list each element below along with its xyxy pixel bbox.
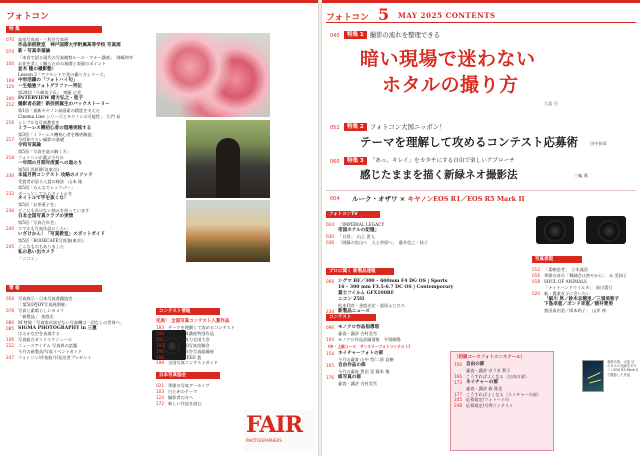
section-contest-right: コンテスト <box>326 314 376 321</box>
camera-page: 004 <box>330 196 340 202</box>
item-text: 新・農業女子に会いたい <box>544 290 591 296</box>
page-number <box>326 381 338 387</box>
page-number: 012 <box>532 267 540 272</box>
page-number: 106 <box>6 337 14 343</box>
item-text: 第5回 三科会写真組織展 <box>168 348 214 354</box>
item-text: シグマ BF／300 – 600mm F4 DG OS | Sports <box>338 279 448 284</box>
item-text: 写真展示・日本写真書籍協会 <box>18 296 73 301</box>
item-text: 「日常」 山上 恵人 <box>338 233 375 239</box>
item-text: 中形活躍の「フォトハイ句」 <box>18 78 78 84</box>
feature-list <box>6 37 134 261</box>
page-number: 018 <box>532 278 540 284</box>
item-text: フォトコンが選ぶ今月の <box>18 155 64 161</box>
pro-list <box>326 279 502 314</box>
item-text: ネイチャーの部 <box>466 379 498 385</box>
item-text: 「IMPERIAL LEGACY <box>338 222 385 227</box>
page-number: 120 <box>6 84 14 90</box>
page-number: 070 <box>6 37 14 42</box>
item-text: 審査・講評 ガラガ 利子 <box>466 367 511 373</box>
camera-feature: ルーク・オザワ × キヤノンEOS R1／EOS R5 Mark II <box>352 195 525 203</box>
item-text: 賞田真由美／岡本尚子」 山岸 伸 <box>544 308 607 314</box>
list-item <box>6 256 118 262</box>
item-text: Lesson 3「アクセントで花の撮り方シリーズ」 <box>18 72 108 78</box>
page-number: 021 <box>156 383 164 388</box>
cover-caption: 表紙写真：大島 豆 ホタルの光跡をキヤノンEOS R5 Mark IIで撮影した作品 <box>607 360 638 377</box>
page-number: 030 <box>326 233 334 239</box>
top-accent-bar-right <box>322 0 640 3</box>
feature1-tag: 特集 1 <box>344 31 367 39</box>
item-text: 写真総合ガイドスケジュール <box>18 337 73 343</box>
item-text: 応募規定/月例コンテスト <box>466 403 514 409</box>
item-text: 審査・講評 吉村美雪 <box>338 380 378 386</box>
item-text: フォトコン/作家紹介/発送者プレゼント <box>18 355 92 361</box>
item-text: こうすればよくなる〈自由の部〉 <box>466 373 529 379</box>
page-number: 234 <box>326 308 334 314</box>
item-text: 第28回「小峰英子氏」 齊藤 正美 <box>18 90 82 96</box>
section-photocon-tv: フォトコンTV <box>326 211 380 218</box>
item-text: 「新製品」 金庭光 <box>18 313 54 319</box>
page-number: 230 <box>6 172 14 178</box>
item-text: 「阿蘇の里山へ 人と草原へ」 藤井信之・桂子 <box>338 239 429 245</box>
item-text: 撮影者必読！新技術誕生のバックストーリー <box>18 101 110 107</box>
feature2-headline: テーマを理解して攻めるコンテスト応募術 <box>360 135 579 149</box>
page-number: 240 <box>6 226 14 231</box>
item-text: 「第5回PJOY写真展開催」 <box>18 301 70 307</box>
item-text: 審査・講評 森 貫也 <box>466 385 503 391</box>
photo-list <box>532 267 638 314</box>
item-text: 第7回 PRFED 賞 <box>168 354 202 360</box>
nichi-list <box>156 383 246 407</box>
item-text: 帝国ホテルの記憶」 <box>338 227 380 233</box>
item-text: 本誌月例コンテスト 攻略のメソッド <box>18 172 93 178</box>
page-number: 024 <box>326 222 334 227</box>
item-text: お花を美しく撮るための基礎と表現のポイント <box>18 60 106 66</box>
page-number: 248 <box>454 403 462 409</box>
page-number: 177 <box>454 391 462 397</box>
item-text: M 特報「写真家が試せない写真機は一切なしの世界へ」 <box>18 319 125 325</box>
feature2-author: 田中伸章 <box>590 141 607 146</box>
page-number: 200 <box>6 96 14 102</box>
item-text: ミラーレス機初心者の現場実践する <box>18 125 92 131</box>
portrait-photo <box>186 120 270 198</box>
list-item <box>6 355 118 361</box>
item-text: ボーっとしてたらタイトルを <box>18 190 73 196</box>
info-list <box>6 296 125 361</box>
list-item <box>454 403 552 409</box>
item-text: はるかな空を表現する <box>18 331 60 337</box>
page-number: 108 <box>6 78 14 84</box>
person-silhouette <box>216 138 240 198</box>
item-text: ニューズアイテム 写真界の話題 <box>18 343 78 349</box>
feature3-tag: 特集 3 <box>344 157 367 165</box>
feature1-headline1: 暗い現場で迷わない <box>360 48 536 70</box>
contest-title: 完美！ 全国写真コンテスト入賞作品 <box>156 319 230 324</box>
page-number: 245 <box>454 397 462 403</box>
divider <box>326 190 636 191</box>
page-number: 245 <box>6 243 14 249</box>
item-text: 「柔軟思考」 立木義浩 <box>544 267 588 272</box>
section-joho: 情 報 <box>6 285 102 292</box>
page-number: 176 <box>326 374 334 380</box>
header-rule <box>326 22 636 23</box>
contest-right-list <box>326 325 446 343</box>
item-text: 第5回「写真百年会」 <box>18 220 59 226</box>
item-text: 16 – 300 mm F3.5-6.7 DC OS | Contemporary <box>338 284 454 290</box>
page-number: 172 <box>156 400 164 406</box>
page-number: 173 <box>454 379 462 385</box>
item-text: 一生勉強フォトグラファー列伝 <box>18 84 82 90</box>
page-number: 096 <box>326 325 334 330</box>
page-number: 036 <box>326 239 334 245</box>
item-text: 写真と素晴らしいカメラ <box>18 307 65 313</box>
page-number: 216 <box>6 119 14 125</box>
top-accent-bar <box>0 0 318 3</box>
item-text: 自由作品の部 <box>338 362 366 368</box>
page-number: 008 <box>326 279 334 284</box>
fair-logo: FAIR <box>246 412 302 438</box>
page-number: 236 <box>6 208 14 214</box>
page-number: 085 <box>6 325 14 331</box>
page-number: 078 <box>6 307 14 313</box>
item-text: こんなものもありました <box>18 243 65 249</box>
item-text: 第5回 写真講座特別作品 <box>168 330 214 336</box>
item-text: 今月の審査 豊田 晃 藤本 慎 <box>338 368 390 374</box>
page-number: 103 <box>156 388 164 394</box>
item-text: 撮影者の方へ <box>168 394 194 400</box>
list-item <box>326 337 446 343</box>
item-text: 第5回 全国写真投稿会 <box>168 342 210 348</box>
page-number: 212 <box>6 101 14 107</box>
item-text: いざけかん！「写真教室」スポットガイド <box>18 231 106 237</box>
right-contents-page <box>322 0 640 456</box>
item-text: 第5回 写真力全国大会 <box>168 336 210 342</box>
list-item <box>326 381 446 387</box>
page-number: 190 <box>156 330 164 336</box>
fair-sub: PHOTOGRAPHERS <box>246 438 282 443</box>
item-text: 新しい作品を読む <box>168 400 202 406</box>
list-item <box>156 360 246 366</box>
page-number: 193 <box>156 342 164 348</box>
item-text: 第5回「みんなでレッツゴー」 <box>18 184 75 190</box>
page-number: 198 <box>156 360 164 366</box>
item-text: SOUL OF ANIMALS <box>544 278 587 284</box>
item-text: 新・写真幸福論 <box>18 48 51 54</box>
page-number: 058 <box>6 296 14 301</box>
item-text: 令和写真論 <box>18 143 41 149</box>
page-number: 218 <box>6 155 14 161</box>
feature3-headline: 感じたままを描く新緑ネオ撮影法 <box>360 169 518 181</box>
item-text: 審査・講評 吉村美雪 <box>338 330 378 336</box>
contest-list <box>156 325 246 366</box>
item-text: 新製品ニュース <box>338 308 370 314</box>
page-number: 020 <box>532 290 540 296</box>
item-text: モノクロ作品詳細情報 平岡敏陽 <box>338 336 401 342</box>
item-text: 日本全国写真クラブの実情 <box>18 214 74 220</box>
feature1-author: 大島 豆 <box>544 101 558 106</box>
item-text: 第3回「ミラーレス機初心者を徹底解説」 <box>18 131 96 137</box>
section-nichi: 日本写真協会 <box>156 372 220 379</box>
page-number: 165 <box>326 362 334 368</box>
item-text: 並木 隆の撮影塾！ <box>18 66 57 72</box>
item-text: モノクロ作品指導塔 <box>338 325 380 330</box>
issue-number: 5 <box>378 5 390 24</box>
page-number: 154 <box>326 351 334 356</box>
item-text: 下島幸恵／ポンド幸恵／猿井愛実 <box>544 302 613 308</box>
list-item <box>532 308 638 314</box>
item-text: 松本利彦・金庭光宏・重原ふじひろ <box>338 302 406 308</box>
section-contest: コンテスト情報 <box>156 308 220 315</box>
item-text: ニコン Z5II <box>338 296 365 302</box>
page-number: 074 <box>6 48 14 54</box>
item-text: INTERVIEW 緒方弘之・桂子 <box>18 96 84 102</box>
feature2-tag: 特集 2 <box>344 123 367 131</box>
item-text: 白と赤のテーマ <box>168 388 198 394</box>
page-number: 080 <box>6 319 14 325</box>
item-text: 私の思い出カメラ <box>18 249 55 255</box>
item-text: 「本音で語る現代の写真観察ルール・マナー講座」 岡嶋和幸 <box>18 54 134 60</box>
item-text: 富士フイルム GFX100RF <box>338 290 394 296</box>
item-text: 第5回 西原健司(東京) <box>18 166 59 172</box>
magazine-logo-right: フォトコン <box>326 13 369 23</box>
item-text: 今回知りたい撮影の基礎 <box>18 137 65 143</box>
canon-r5-photo <box>584 210 630 250</box>
item-text: 作品添削教室 神戸国際大学附属高等学校 写真部 <box>18 42 121 48</box>
section-tokushu: 特 集 <box>6 26 102 33</box>
item-text: 今月の新製品/写真イベントガイド <box>18 349 82 355</box>
item-text: 応募規定/フォトハイ句 <box>466 397 509 403</box>
page-number: 124 <box>156 394 164 400</box>
item-text: Cinema Line シリーズとキヤノンの可能性」 久門 易 <box>18 113 121 119</box>
item-text: 「細川 昇／鈴木志穂里／三須美智子 <box>544 296 620 302</box>
section-photo: 写真表現 <box>532 256 582 263</box>
magazine-logo: フォトコン <box>6 12 49 22</box>
feature3-author: 三輪 薫 <box>574 173 588 178</box>
feature1-line: 特集 1 撮影の流れを整理できる <box>344 30 440 39</box>
page-number: 222 <box>6 343 14 349</box>
section-pro: プロに聞く 新製品速報 <box>326 268 394 275</box>
item-text: 第5回「お茶菓子を」 <box>18 202 59 208</box>
left-contents-page <box>0 0 318 456</box>
item-text: 組写真の部 <box>338 374 361 380</box>
feature3-page: 060 <box>330 159 340 165</box>
page-number: 166 <box>454 373 462 379</box>
item-text: 高尾写真部・三科会写真展 <box>18 37 69 42</box>
item-text: 今月の審査 山中 哲/二原 直樹 <box>338 356 394 362</box>
item-text: 第1回「最新キヤノン高画素の精度を支えた <box>18 107 100 113</box>
list-item <box>156 401 246 407</box>
school-list <box>454 362 552 409</box>
page-number: 192 <box>156 336 164 342</box>
item-text: テーマを理解して攻めるコンテスト <box>168 325 235 330</box>
page-number <box>532 308 544 314</box>
page-number: 100 <box>6 60 14 66</box>
contest-sub: 《中・上級コース サンスリーフォトコンテスト》 <box>326 344 413 349</box>
item-text: 「ナイトハンドウイルカ」 前川貴行 <box>544 284 613 290</box>
feature2-page: 052 <box>330 125 340 131</box>
item-text: タイトルで手を抜くな！ <box>18 196 69 202</box>
item-text: 全国写真コンテストガイド <box>168 360 218 366</box>
issue-label: MAY 2025 CONTENTS <box>398 11 496 20</box>
item-text: 一年間の月間年度賞への道のり <box>18 161 83 167</box>
tv-list <box>326 222 496 246</box>
page-number: 247 <box>6 355 14 361</box>
item-text: こうすればよくなる〈ネイチャーの部〉 <box>466 391 542 397</box>
item-text: 季節の奇岳「舞踊会は密やかに」 永 美知子 <box>544 272 627 278</box>
item-text: 季節の写真アーカイブ <box>168 383 210 388</box>
item-text: 第5回「写真を読み解く力」 <box>18 149 71 155</box>
cover-thumbnail <box>582 360 604 392</box>
canon-r1-photo <box>534 210 576 250</box>
field-photo <box>186 200 270 262</box>
item-text: シンプルな写真教室を <box>18 119 60 125</box>
item-text: どこにも負けない強みを持っています <box>18 208 90 214</box>
page-number: 196 <box>156 354 164 360</box>
page-number: 217 <box>6 137 14 143</box>
feature1-page: 040 <box>330 33 340 39</box>
feature3-line: 特集 3 「あっ、キレイ」をカタチにする自由で楽しいアプローチ <box>344 156 515 165</box>
item-text: 自由の部 <box>466 362 485 367</box>
contest-right-list2 <box>326 351 446 386</box>
fair-ad <box>244 410 314 452</box>
list-item <box>326 240 496 246</box>
rose-photo <box>156 33 270 117</box>
item-text: スマホも写真作品にしたい <box>18 226 69 231</box>
page-number: 183 <box>156 325 164 330</box>
feature2-line: 特集 2 フォトコン大国ニッポン！ <box>344 122 446 131</box>
page-number: 194 <box>156 348 164 354</box>
page-number: 232 <box>6 190 14 196</box>
page-number: 104 <box>326 336 334 342</box>
feature1-headline2: ホタルの撮り方 <box>382 74 519 96</box>
item-text: 受賞者が語る入賞の秘訣 山本 隆 <box>18 178 83 184</box>
school-title: 〔初級コースフォトコンスクール〕 <box>454 355 526 360</box>
item-text: 「ニコン」 <box>18 255 39 261</box>
page-number: 150 <box>454 362 462 367</box>
item-text: SIGMA PHOTOGRAPHY in 三重 <box>18 325 97 331</box>
item-text: ネイチャーフォトの部 <box>338 351 384 356</box>
page-number: 016 <box>532 272 540 278</box>
item-text: 第5回「BOOKCAFE写真塾(東京)」 <box>18 237 87 243</box>
page-number <box>6 256 18 262</box>
